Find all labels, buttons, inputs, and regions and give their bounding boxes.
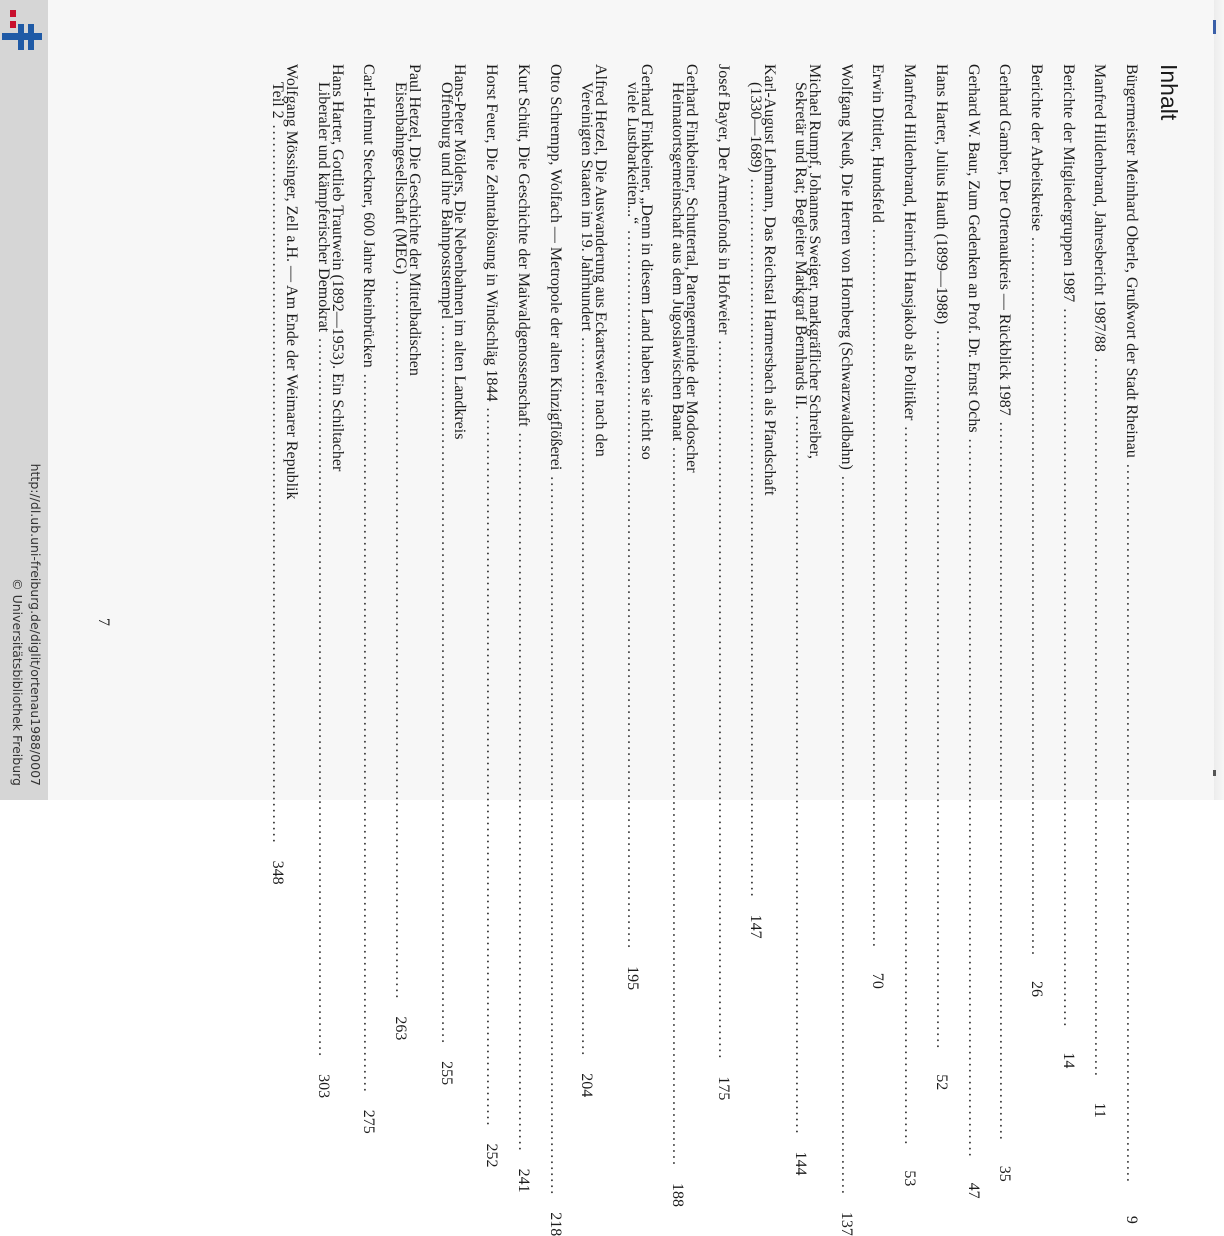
dot-leader: ........................................................................................................................: [932, 330, 950, 1051]
toc-entry-line: [514, 64, 532, 1193]
toc-entry-line: [1059, 64, 1077, 1069]
toc-entry: [360, 64, 378, 1134]
toc-entry-line: [1027, 64, 1045, 998]
toc-entry: [314, 64, 346, 1099]
toc-entry-text: Gerhard Gamber, Der Ortenaukreis — Rückblick 1987: [996, 64, 1014, 416]
toc-entry-continuation: [269, 64, 287, 885]
toc-entry-line: [683, 64, 701, 664]
toc-entry: [792, 64, 824, 1176]
toc-page-number: 188: [669, 1183, 687, 1208]
toc-entry-line: [837, 64, 855, 1236]
toc-entry: [996, 64, 1014, 1182]
toc-entry-line: [283, 64, 301, 664]
toc-entry-line: [360, 64, 378, 1134]
dot-leader: ........................................................................................................................: [514, 432, 532, 1153]
toc-page-number: 195: [623, 966, 641, 991]
toc-entry-text: Eisenbahngesellschaft (MEG): [392, 82, 410, 275]
toc-page-number: 241: [514, 1168, 532, 1193]
toc-entry-text: viele Lustbarkeiten...“: [623, 82, 641, 225]
toc-entry-line: [714, 64, 732, 1101]
toc-entry-text: Offenburg und ihre Bahnpoststempel: [437, 82, 455, 320]
toc-entry-text: (1330—1689): [746, 82, 764, 173]
dot-leader: ........................................................................................................................: [746, 178, 764, 899]
toc-entry-line: [483, 64, 501, 1168]
toc-entry-continuation: [578, 64, 596, 1098]
toc-entry-text: Liberaler und kämpferischer Demokrat: [314, 82, 332, 333]
toc-entry-text: Vereinigten Staaten im 19. Jahrhundert: [578, 82, 596, 332]
toc-entry-line: [639, 64, 653, 664]
toc-entry-text: Alfred Hetzel, Die Auswanderung aus Eckartsweier nach den: [592, 64, 610, 457]
toc-page-number: 252: [483, 1143, 501, 1168]
toc-entry: [514, 64, 532, 1193]
copyright-notice: © Universitätsbibliothek Freiburg: [10, 578, 25, 786]
table-of-contents: [252, 64, 1140, 1236]
dot-leader: ........................................................................................................................: [1059, 308, 1077, 1029]
dot-leader: ........................................................................................................................: [546, 476, 564, 1197]
dot-leader: ........................................................................................................................: [578, 337, 596, 1058]
source-url[interactable]: http://dl.ub.uni-freiburg.de/diglit/ortenau1988/0007: [28, 463, 43, 786]
toc-entry-line: [806, 64, 824, 664]
dot-leader: ........................................................................................................................: [1027, 237, 1045, 958]
toc-page-number: 70: [869, 972, 887, 989]
toc-entry-line: [1091, 64, 1109, 1118]
toc-page-number: 263: [392, 1016, 410, 1041]
toc-entry-text: Gerhard W. Baur, Zum Gedenken an Prof. Dr. Ernst Ochs: [964, 64, 982, 433]
toc-page-number: 255: [437, 1061, 455, 1086]
toc-entry-continuation: [746, 64, 764, 939]
toc-entry-text: Gerhard Finkbeiner, „Denn in diesem Land haben sie nicht so: [637, 64, 655, 460]
toc-page-number: 147: [746, 914, 764, 939]
dot-leader: ........................................................................................................................: [360, 373, 378, 1094]
page-number: 7: [95, 618, 112, 626]
toc-entry-line: [964, 64, 982, 1199]
toc-page-number: 26: [1027, 981, 1045, 998]
toc-entry-line: [762, 64, 776, 664]
toc-entry-text: Josef Bayer, Der Armenfonds in Hofweier: [714, 64, 732, 335]
toc-entry: [669, 64, 701, 1208]
dot-leader: ........................................................................................................................: [1091, 357, 1109, 1078]
toc-page-number: 348: [269, 860, 287, 885]
toc-entry-continuation: [792, 64, 810, 1176]
toc-entry-line: [546, 64, 564, 1236]
toc-entry: [714, 64, 732, 1101]
toc-page-number: 218: [546, 1212, 564, 1236]
toc-entry-text: Carl-Helmut Steckner, 600 Jahre Rheinbrücken: [360, 64, 378, 368]
dot-leader: ........................................................................................................................: [964, 438, 982, 1159]
toc-entry: [964, 64, 982, 1199]
toc-entry: [1123, 64, 1140, 1224]
dot-leader: ........................................................................................................................: [392, 280, 410, 1001]
toc-page-number: 14: [1059, 1052, 1077, 1069]
toc-entry-line: [932, 64, 950, 1091]
toc-entry: [392, 64, 423, 1041]
toc-entry-text: Erwin Dittler, Hundsfeld: [869, 64, 887, 223]
viewer-sidebar: [0, 0, 48, 800]
toc-entry: [901, 64, 919, 1187]
toc-entry-text: Karl-August Lehmann, Das Reichstal Harmersbach als Pfandschaft: [760, 64, 778, 496]
toc-entry-text: Hans-Peter Mölders, Die Nebenbahnen im alten Landkreis: [451, 64, 469, 440]
toc-entry: [932, 64, 950, 1091]
toc-entry: [623, 64, 655, 991]
toc-entry-continuation: [314, 64, 332, 1099]
toc-page-number: 275: [360, 1109, 378, 1134]
toc-entry: [1027, 64, 1045, 998]
toc-page-number: 47: [964, 1182, 982, 1199]
toc-entry: [578, 64, 610, 1098]
toc-entry: [1059, 64, 1077, 1069]
dot-leader: ........................................................................................................................: [314, 338, 332, 1059]
toc-entry-line: [330, 64, 344, 664]
dot-leader: ........................................................................................................................: [837, 475, 855, 1196]
toc-entry-text: Gerhard Finkbeiner, Schuttertal, Patengemeinde der Modoscher: [683, 64, 701, 473]
toc-entry-continuation: [437, 64, 455, 1086]
dot-leader: ........................................................................................................................: [623, 230, 641, 951]
toc-entry: [869, 64, 887, 989]
toc-page-number: 11: [1091, 1102, 1109, 1118]
toc-entry-text: Horst Feuer, Die Zehntablösung in Windschläg 1844: [483, 64, 501, 402]
toc-entry-text: Teil 2: [269, 82, 287, 119]
toc-entry-text: Hans Harter, Julius Hauth (1899—1988): [932, 64, 950, 325]
dot-leader: ........................................................................................................................: [792, 415, 810, 1136]
dot-leader: ........................................................................................................................: [901, 426, 919, 1147]
toc-entry-text: Hans Harter, Gottlieb Trautwein (1892—1953). Ein Schiltacher: [328, 64, 346, 472]
toc-entry-continuation: [623, 64, 641, 991]
toc-entry-continuation: [669, 64, 687, 1208]
toc-entry: [437, 64, 469, 1086]
toc-entry-text: Berichte der Mitgliedergruppen 1987: [1059, 64, 1077, 303]
toc-entry-text: Manfred Hildenbrand, Heinrich Hansjakob als Politiker: [901, 64, 919, 421]
dot-leader: ........................................................................................................................: [483, 407, 501, 1128]
dot-leader: ........................................................................................................................: [669, 447, 687, 1168]
toc-page-number: 52: [932, 1074, 950, 1091]
dot-leader: ........................................................................................................................: [714, 340, 732, 1061]
toc-page-number: 137: [837, 1211, 855, 1236]
toc-entry-continuation: [392, 64, 410, 1041]
toc-entry-line: [869, 64, 887, 989]
toc-entry: [546, 64, 564, 1236]
toc-entry-line: [453, 64, 467, 664]
toc-entry-text: Bürgermeister Meinhard Oberle, Grußwort der Stadt Rheinau: [1123, 64, 1140, 458]
toc-entry-line: [592, 64, 610, 664]
toc-entry-text: Wolfgang Neuß, Die Herren von Hornberg (Schwarzwaldbahn): [837, 64, 855, 470]
dot-leader: ........................................................................................................................: [869, 228, 887, 949]
toc-entry: [837, 64, 855, 1236]
scanned-page: [48, 0, 1224, 1236]
toc-entry: [746, 64, 778, 939]
toc-entry-text: Kurt Schütt, Die Geschichte der Maiwaldgenossenschaft: [514, 64, 532, 427]
toc-page-number: 35: [996, 1165, 1014, 1182]
toc-page-number: 9: [1123, 1215, 1140, 1224]
toc-entry-text: Michael Rumpf, Johannes Sweiger, markgräflicher Schreiber,: [806, 64, 824, 460]
source-info: [0, 0, 48, 800]
toc-page-number: 303: [314, 1074, 332, 1099]
toc-page-number: 204: [578, 1073, 596, 1098]
toc-page-number: 175: [714, 1076, 732, 1101]
dot-leader: ........................................................................................................................: [996, 421, 1014, 1142]
toc-entry-line: [996, 64, 1014, 1182]
toc-entry-text: Otto Schrempp, Wolfach — Metropole der alten Kinzigflößerei: [546, 64, 564, 471]
page-title: Inhalt: [1156, 64, 1182, 121]
dot-leader: ........................................................................................................................: [269, 124, 287, 845]
toc-entry-text: Paul Hetzel, Die Geschichte der Mittelbadischen: [405, 64, 423, 376]
dot-leader: ........................................................................................................................: [437, 325, 455, 1046]
dot-leader: ........................................................................................................................: [1123, 463, 1140, 1184]
toc-entry-text: Berichte der Arbeitskreise: [1027, 64, 1045, 232]
scanned-page-area: [48, 0, 1224, 1236]
toc-entry-text: Wolfgang Mössinger, Zell a.H. — Am Ende der Weimarer Republik: [283, 64, 301, 500]
toc-entry-text: Manfred Hildenbrand, Jahresbericht 1987/88: [1091, 64, 1109, 352]
toc-entry: [269, 64, 301, 885]
toc-entry-text: Heimatortsgemeinschaft aus dem Jugoslawischen Banat: [669, 82, 687, 442]
toc-page-number: 53: [901, 1170, 919, 1187]
toc-page-number: 144: [792, 1151, 810, 1176]
toc-entry-line: [901, 64, 919, 1187]
toc-entry-line: [1123, 64, 1140, 1224]
toc-entry: [1091, 64, 1109, 1118]
toc-entry: [483, 64, 501, 1168]
toc-entry-line: [407, 64, 421, 664]
toc-entry-text: Sekretär und Rat; Begleiter Markgraf Bernhards II.: [792, 82, 810, 410]
